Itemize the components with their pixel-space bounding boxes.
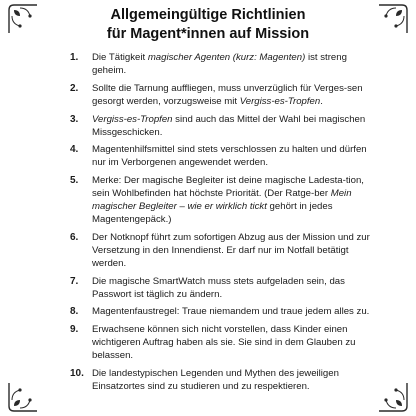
rule-item: [70, 368, 370, 394]
rule-number: 6.: [70, 231, 79, 243]
rule-text: [92, 83, 363, 107]
flourish-corner-icon: [6, 380, 40, 414]
title-line-2: für Magent*innen auf Mission: [106, 26, 310, 42]
rule-text-segment: .: [320, 95, 323, 107]
page-title: [0, 6, 416, 44]
rule-item: [70, 83, 370, 109]
rule-text-emphasis: Vergiss-es-Tropfen: [92, 113, 173, 125]
rule-text: [92, 324, 355, 361]
rule-item: [70, 306, 370, 319]
rule-item: [70, 324, 370, 363]
rule-number: 9.: [70, 324, 79, 336]
rule-number: 4.: [70, 144, 79, 156]
rule-text-segment: ist streng geheim.: [92, 52, 347, 76]
rule-item: [70, 144, 370, 170]
rule-text-emphasis: Vergiss-es-Tropfen: [239, 95, 321, 107]
rules-list: [70, 52, 370, 399]
rule-text: [92, 114, 365, 138]
title-line-1: Allgemeingültige Richtlinien: [110, 7, 306, 23]
rule-text-segment: Merke: Der magische Begleiter ist deine magische Ladesta-tion, sein Wohlbefinden hat höchste Priorität. (Der Ratge-ber: [92, 175, 364, 200]
rule-text-emphasis: magischer Agenten (kurz: Magenten): [147, 52, 306, 63]
rule-text: [92, 52, 347, 76]
rule-text-segment: Magentenfaustregel: Traue niemandem und traue jedem alles zu.: [92, 306, 370, 318]
rule-number: 7.: [70, 275, 79, 287]
rule-text: [92, 232, 370, 269]
rule-text: [92, 306, 369, 317]
rule-number: 5.: [70, 175, 79, 187]
rule-item: [70, 232, 370, 271]
rule-text-segment: Die Tätigkeit: [92, 52, 148, 63]
rule-number: 2.: [70, 82, 79, 94]
rule-item: [70, 175, 370, 227]
rule-number: 10.: [70, 368, 84, 380]
rule-text: [92, 276, 345, 300]
rule-number: 1.: [70, 52, 79, 63]
rule-text-segment: Sollte die Tarnung auffliegen, muss unverzüglich für Verges-sen gesorgt werden, vorzugsweise mit: [92, 82, 363, 107]
rule-number: 8.: [70, 306, 79, 318]
rule-text: [92, 368, 339, 392]
rule-item: [70, 114, 370, 140]
rule-text: [92, 175, 364, 225]
flourish-corner-icon: [376, 380, 410, 414]
rule-text-segment: Die landestypischen Legenden und Mythen des jeweiligen Einsatzortes sind zu studieren und zu respektieren.: [92, 368, 339, 392]
rule-text-segment: Magentenhilfsmittel sind stets verschlossen zu halten und dürfen nur im Verborgenen angewendet werden.: [92, 144, 367, 169]
rule-text-emphasis: Mein magischer Begleiter – wie er wirklich tickt: [92, 188, 352, 213]
rule-text-segment: Der Notknopf führt zum sofortigen Abzug aus der Mission und zur Versetzung in den Innendienst. Er darf nur im Notfall betätigt werden.: [92, 231, 370, 269]
rule-text-segment: Die magische SmartWatch muss stets aufgeladen sein, das Passwort ist täglich zu ändern.: [92, 275, 345, 300]
rule-text-segment: gehört in jedes Magentengepäck.): [92, 201, 333, 225]
rule-text-segment: sind auch das Mittel der Wahl bei magischen Missgeschicken.: [92, 113, 366, 138]
rule-text: [92, 144, 367, 168]
rule-number: 3.: [70, 113, 79, 125]
rule-item: [70, 276, 370, 302]
rule-text-segment: Erwachsene können sich nicht vorstellen, dass Kinder einen wichtigeren Auftrag haben als sie. Sie sind in dem Glauben zu belassen.: [92, 324, 356, 362]
rule-item: [70, 52, 370, 78]
